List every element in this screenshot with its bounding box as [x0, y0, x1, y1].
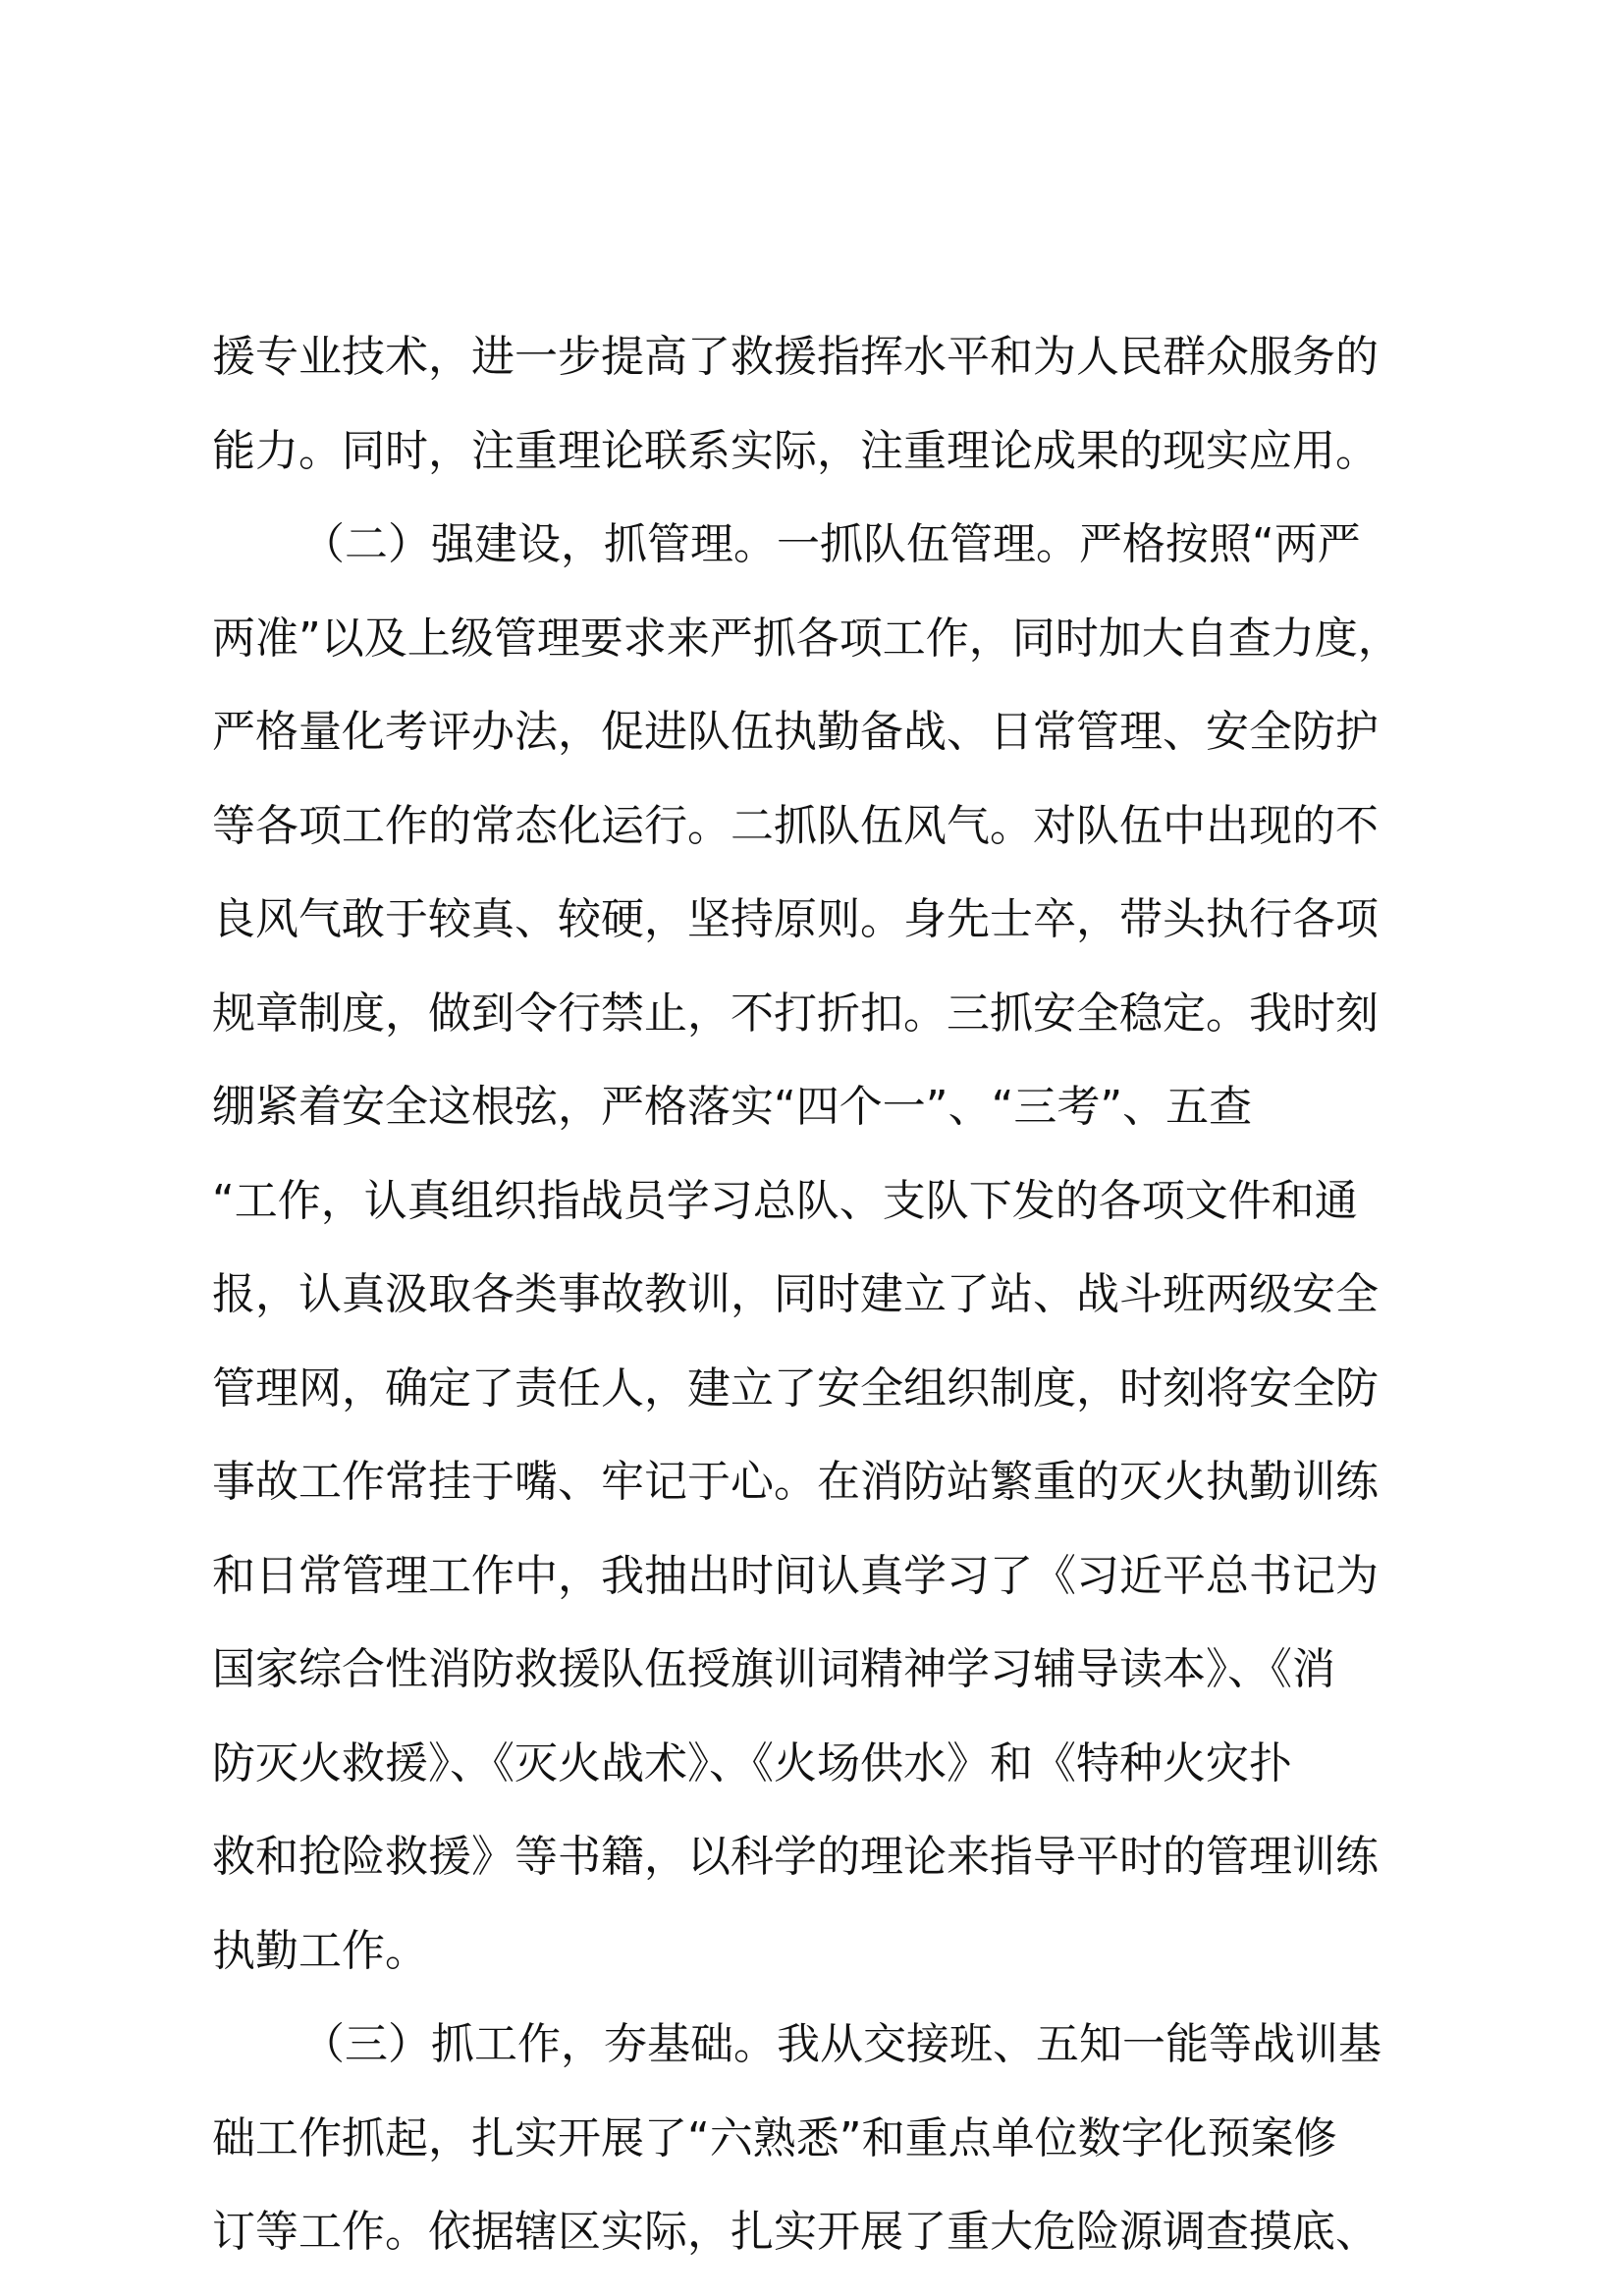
text-line: 援专业技术，进一步提高了救援指挥水平和为人民群众服务的	[212, 332, 1379, 382]
text-line: 防灭火救援》、《灭火战术》、《火场供水》和《特种火灾扑	[212, 1737, 1292, 1789]
text-line: 等各项工作的常态化运行。二抓队伍风气。对队伍中出现的不	[212, 800, 1379, 851]
text-line: 绷紧着安全这根弦，严格落实“四个一”、“三考”、五查	[212, 1082, 1253, 1132]
text-line: “工作，认真组织指战员学习总队、支队下发的各项文件和通	[212, 1175, 1358, 1226]
text-line: 和日常管理工作中，我抽出时间认真学习了《习近平总书记为	[212, 1550, 1379, 1601]
text-line: 良风气敢于较真、较硬，坚持原则。身先士卒，带头执行各项	[212, 894, 1379, 944]
text-line: 管理网，确定了责任人，建立了安全组织制度，时刻将安全防	[212, 1362, 1379, 1414]
section-heading-line: （三）抓工作，夯基础。我从交接班、五知一能等战训基	[301, 2019, 1381, 2069]
text-line: 严格量化考评办法，促进队伍执勤备战、日常管理、安全防护	[212, 707, 1379, 757]
text-line: 执勤工作。	[212, 1925, 428, 1976]
text-line: 能力。同时，注重理论联系实际，注重理论成果的现实应用。	[212, 425, 1379, 476]
text-line: 两准”以及上级管理要求来严抓各项工作，同时加大自查力度，	[212, 613, 1401, 664]
text-line: 事故工作常挂于嘴、牢记于心。在消防站繁重的灭火执勤训练	[212, 1457, 1379, 1507]
text-line: 国家综合性消防救援队伍授旗训词精神学习辅导读本》、《消	[212, 1644, 1335, 1694]
body-text	[212, 310, 1430, 2279]
text-line: 础工作抓起，扎实开展了“六熟悉”和重点单位数字化预案修	[212, 2112, 1337, 2163]
text-line: 救和抢险救援》等书籍，以科学的理论来指导平时的管理训练	[212, 1832, 1379, 1882]
section-heading-line: （二）强建设，抓管理。一抓队伍管理。严格按照“两严	[301, 519, 1361, 569]
text-line: 订等工作。依据辖区实际，扎实开展了重大危险源调查摸底、	[212, 2207, 1379, 2257]
text-line: 报，认真汲取各类事故教训，同时建立了站、战斗班两级安全	[212, 1269, 1379, 1319]
text-line: 规章制度，做到令行禁止，不打折扣。三抓安全稳定。我时刻	[212, 988, 1379, 1039]
